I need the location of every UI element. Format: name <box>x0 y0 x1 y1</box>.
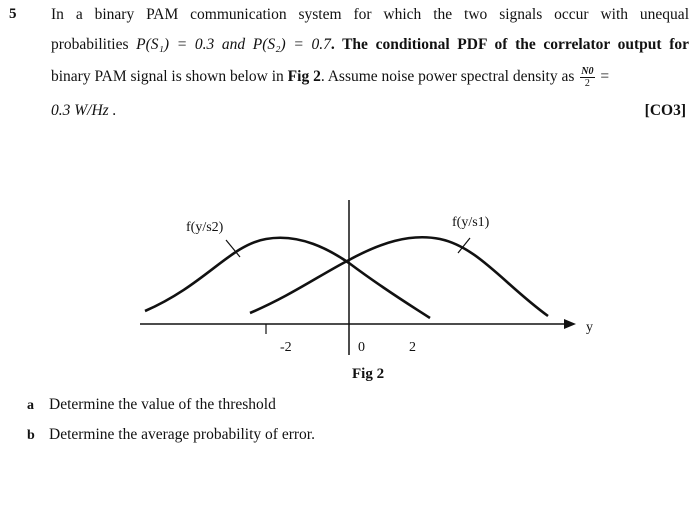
tick-label-minus-2: -2 <box>280 340 292 355</box>
line3-post: . Assume noise power spectral density as <box>320 68 575 86</box>
probabilities-math: P(S₁) = 0.3 and P(S₂) = 0.7 <box>136 36 331 53</box>
equals-sign: = <box>600 68 610 86</box>
tick-label-2: 2 <box>409 340 416 355</box>
label-f-y-s1: f(y/s1) <box>452 215 490 230</box>
line3-pre: binary PAM signal is shown below in <box>51 68 288 86</box>
line2-pre: probabilities <box>51 36 137 53</box>
curve-f-y-s1 <box>250 237 548 316</box>
fraction-numerator: N0 <box>581 66 594 77</box>
part-a <box>27 396 276 414</box>
part-b <box>27 426 315 444</box>
tick-label-0: 0 <box>358 340 365 355</box>
axis-arrowhead <box>564 319 576 329</box>
figure-caption: Fig 2 <box>352 366 385 382</box>
question-number: 5 <box>9 6 17 22</box>
course-outcome-tag: [CO3] <box>644 102 686 119</box>
fig-ref: Fig 2 <box>287 68 321 86</box>
axis-label-y: y <box>586 320 593 335</box>
label-f-y-s2: f(y/s2) <box>186 220 224 235</box>
noise-value: 0.3 W/Hz . <box>51 102 117 119</box>
part-a-text: Determine the value of the threshold <box>49 396 276 413</box>
part-a-label: a <box>27 398 34 413</box>
part-b-text: Determine the average probability of error. <box>49 426 315 443</box>
curve-f-y-s2 <box>145 238 430 318</box>
part-b-label: b <box>27 428 35 443</box>
question-line-1: In a binary PAM communication system for which the two signals occur with unequal <box>51 6 689 23</box>
fraction-denominator: 2 <box>584 78 590 89</box>
line2-post: . The conditional PDF of the correlator output for <box>330 36 689 53</box>
